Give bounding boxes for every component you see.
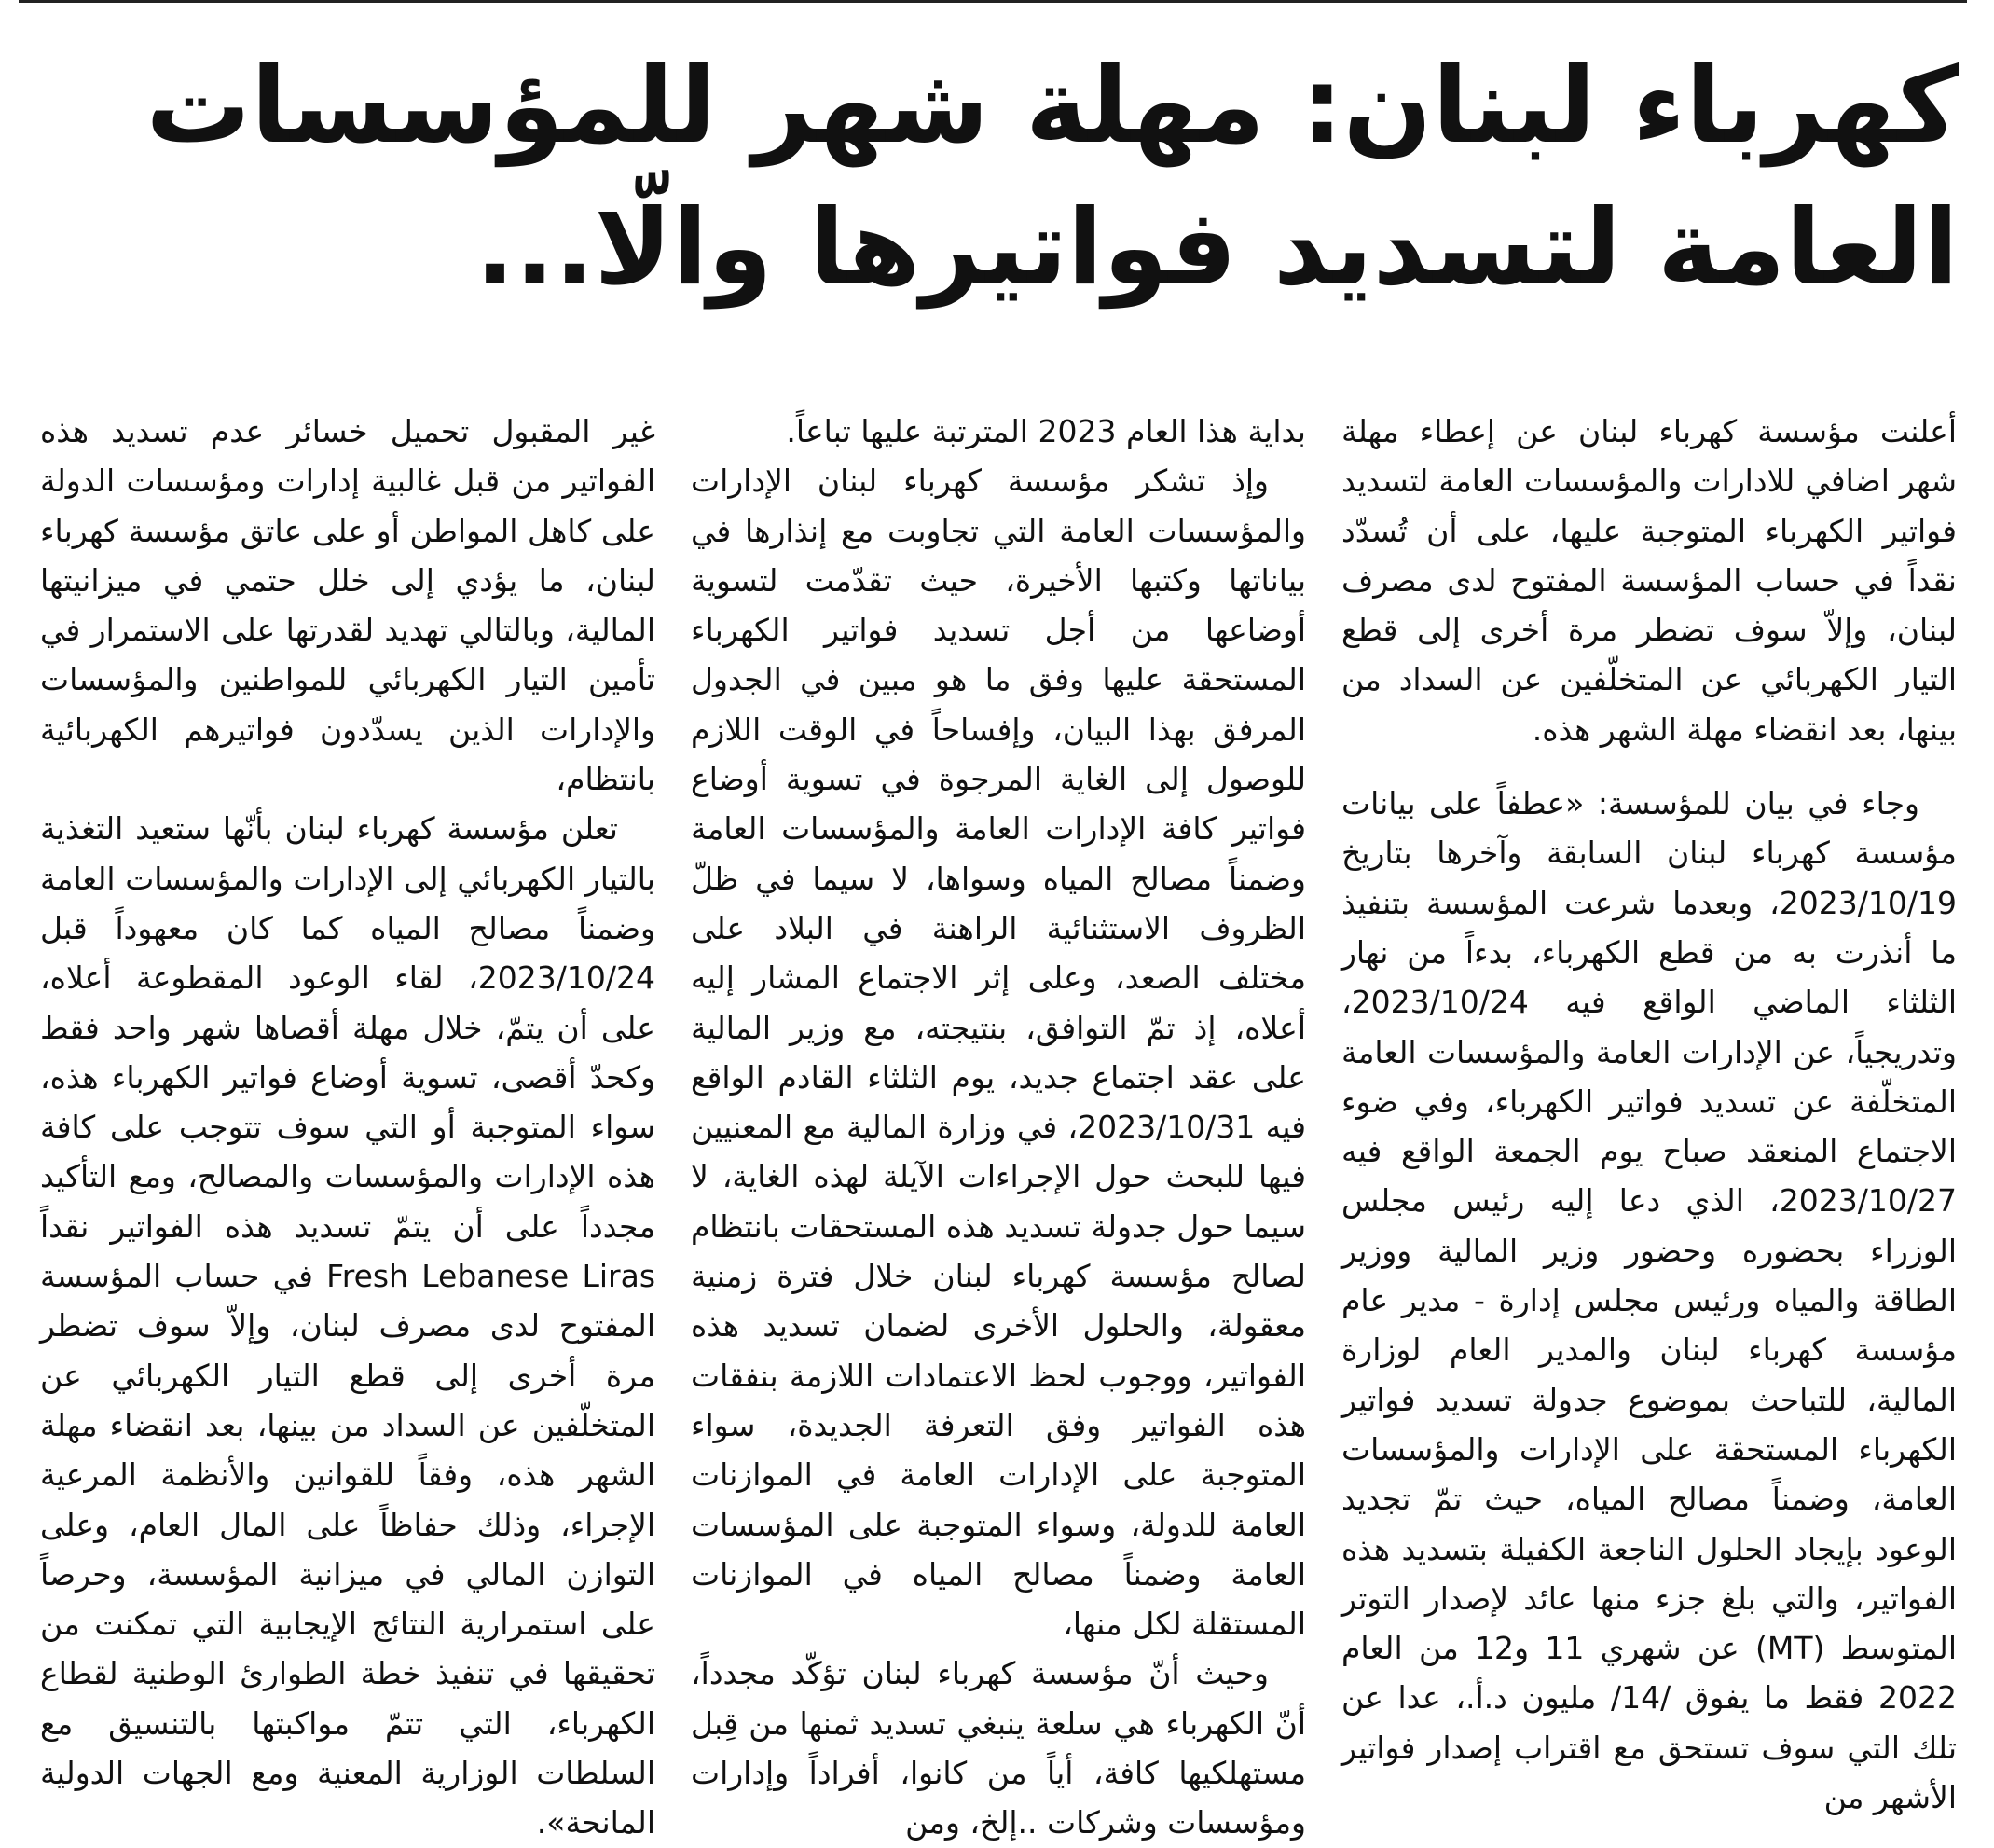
paragraph: بداية هذا العام 2023 المترتبة عليها تباعاً. — [786, 413, 1306, 449]
headline — [38, 35, 1959, 319]
paragraph: تعلن مؤسسة كهرباء لبنان بأنّها ستعيد التغذية بالتيار الكهربائي إلى الإدارات والمؤسسات العامة وضمناً مصالح المياه كما كان معهوداً قبل 2023/10/24، لقاء الوعود المقطوعة أعلاه، على أن يتمّ، خلال مهلة أقصاها شهر واحد فقط وكحدّ أقصى، تسوية أوضاع فواتير الكهرباء هذه، سواء المتوجبة أو التي سوف تتوجب على كافة هذه الإدارات والمؤسسات والمصالح، ومع التأكيد مجدداً على أن يتمّ تسديد هذه الفواتير نقداً Fresh Lebanese Liras في حساب المؤسسة المفتوح لدى مصرف لبنان، وإلاّ سوف تضطر مرة أخرى إلى قطع التيار الكهربائي عن المتخلّفين عن السداد من بينها، بعد انقضاء مهلة الشهر هذه، وفقاً للقوانين والأنظمة المرعية الإجراء، وذلك حفاظاً على المال العام، وعلى التوازن المالي في ميزانية المؤسسة، وحرصاً على استمرارية النتائج الإيجابية التي تمكنت من تحقيقها في تنفيذ خطة الطوارئ الوطنية لقطاع الكهرباء، التي تتمّ مواكبتها بالتنسيق مع السلطات الوزارية المعنية ومع الجهات الدولية المانحة». — [40, 810, 656, 1841]
top-rule — [19, 0, 1967, 3]
article-column-left — [40, 407, 655, 1848]
article-column-middle — [691, 407, 1306, 1848]
headline-line-2: العامة لتسديد فواتيرها والّا... — [474, 187, 1959, 309]
paragraph: وجاء في بيان للمؤسسة: «عطفاً على بيانات مؤسسة كهرباء لبنان السابقة وآخرها بتاريخ 2023/10/19، وبعدما شرعت المؤسسة بتنفيذ ما أنذرت به من قطع الكهرباء، بدءاً من نهار الثلثاء الماضي الواقع فيه 2023/10/24، وتدريجياً، عن الإدارات العامة والمؤسسات العامة المتخلّفة عن تسديد فواتير الكهرباء، وفي ضوء الاجتماع المنعقد صباح يوم الجمعة الواقع فيه 2023/10/27، الذي دعا إليه رئيس مجلس الوزراء بحضوره وحضور وزير المالية ووزير الطاقة والمياه ورئيس مجلس إدارة - مدير عام مؤسسة كهرباء لبنان والمدير العام لوزارة المالية، للتباحث بموضوع جدولة تسديد فواتير الكهرباء المستحقة على الإدارات والمؤسسات العامة، وضمناً مصالح المياه، حيث تمّ تجديد الوعود بإيجاد الحلول الناجعة الكفيلة بتسديد هذه الفواتير، والتي بلغ جزء منها عائد لإصدار التوتر المتوسط (MT) عن شهري 11 و12 من العام 2022 فقط ما يفوق /14/ مليون د.أ.، عدا عن تلك التي سوف تستحق مع اقتراب إصدار فواتير الأشهر من — [1341, 785, 1957, 1816]
paragraph: غير المقبول تحميل خسائر عدم تسديد هذه الفواتير من قبل غالبية إدارات ومؤسسات الدولة على كاهل المواطن أو على عاتق مؤسسة كهرباء لبنان، ما يؤدي إلى خلل حتمي في ميزانيتها المالية، وبالتالي تهديد لقدرتها على الاستمرار في تأمين التيار الكهربائي للمواطنين والمؤسسات والإدارات الذين يسدّدون فواتيرهم الكهربائية بانتظام، — [40, 413, 655, 798]
headline-line-1: كهرباء لبنان: مهلة شهر للمؤسسات — [145, 46, 1959, 167]
article-column-right — [1341, 407, 1957, 1822]
paragraph: وحيث أنّ مؤسسة كهرباء لبنان تؤكّد مجدداً، أنّ الكهرباء هي سلعة ينبغي تسديد ثمنها من قِبل مستهلكيها كافة، أياً من كانوا، أفراداً وإدارات ومؤسسات وشركات ..إلخ، ومن — [691, 1655, 1306, 1841]
paragraph: وإذ تشكر مؤسسة كهرباء لبنان الإدارات والمؤسسات العامة التي تجاوبت مع إنذارها في بياناتها وكتبها الأخيرة، حيث تقدّمت لتسوية أوضاعها من أجل تسديد فواتير الكهرباء المستحقة عليها وفق ما هو مبين في الجدول المرفق بهذا البيان، وإفساحاً في الوقت اللازم للوصول إلى الغاية المرجوة في تسوية أوضاع فواتير كافة الإدارات العامة والمؤسسات العامة وضمناً مصالح المياه وسواها، لا سيما في ظلّ الظروف الاستثنائية الراهنة في البلاد على مختلف الصعد، وعلى إثر الاجتماع المشار إليه أعلاه، إذ تمّ التوافق، بنتيجته، مع وزير المالية على عقد اجتماع جديد، يوم الثلثاء القادم الواقع فيه 2023/10/31، في وزارة المالية مع المعنيين فيها للبحث حول الإجراءات الآيلة لهذه الغاية، لا سيما حول جدولة تسديد هذه المستحقات بانتظام لصالح مؤسسة كهرباء لبنان خلال فترة زمنية معقولة، والحلول الأخرى لضمان تسديد هذه الفواتير، ووجوب لحظ الاعتمادات اللازمة بنفقات هذه الفواتير وفق التعرفة الجديدة، سواء المتوجبة على الإدارات العامة في الموازنات العامة للدولة، وسواء المتوجبة على المؤسسات العامة وضمناً مصالح المياه في الموازنات المستقلة لكل منها، — [691, 462, 1306, 1643]
paragraph: أعلنت مؤسسة كهرباء لبنان عن إعطاء مهلة شهر اضافي للادارات والمؤسسات العامة لتسديد فواتير الكهرباء المتوجبة عليها، على أن تُسدّد نقداً في حساب المؤسسة المفتوح لدى مصرف لبنان، وإلاّ سوف تضطر مرة أخرى إلى قطع التيار الكهربائي عن المتخلّفين عن السداد من بينها، بعد انقضاء مهلة الشهر هذه. — [1341, 413, 1957, 748]
